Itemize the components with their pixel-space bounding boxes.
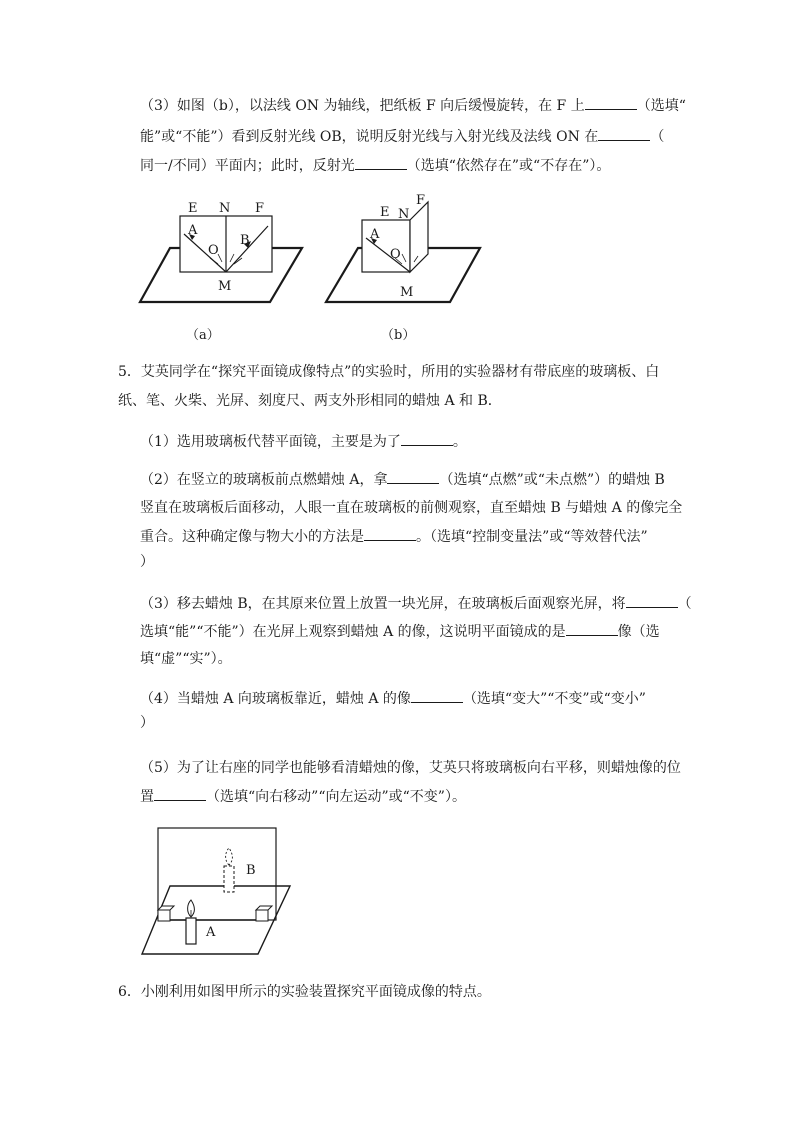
q5-sub3-line-3 (140, 649, 232, 669)
q5-sub2-line-4 (140, 552, 154, 572)
q3-text: （选填“依然存在”或“不存在”）。 (406, 158, 611, 174)
q5-text: （3）移去蜡烛 B，在其原来位置上放置一块光屏，在玻璃板后面观察光屏，将 (140, 596, 626, 612)
q5-sub2-line-2 (140, 498, 682, 518)
q5-text: （1）选用玻璃板代替平面镜，主要是为了 (140, 434, 401, 450)
label-f: F (416, 193, 426, 208)
q5-text: （选填“点燃”或“未点燃”）的蜡烛 B (439, 472, 665, 488)
answer-blank[interactable] (411, 688, 463, 703)
label-m: M (218, 279, 232, 294)
label-candle-b: B (246, 863, 256, 878)
q3-line-1 (140, 95, 686, 116)
q5-line-1 (118, 362, 659, 382)
answer-blank[interactable] (387, 469, 439, 484)
figure-b-reflection-board (322, 192, 482, 312)
q5-sub5-line-1 (140, 758, 681, 778)
q5-sub2-line-3 (140, 526, 648, 547)
answer-blank[interactable] (585, 95, 637, 110)
q5-text: （5）为了让右座的同学也能够看清蜡烛的像，艾英只将玻璃板向右平移，则蜡烛像的位 (140, 760, 681, 776)
label-o: O (390, 247, 401, 262)
q5-text: ） (140, 715, 154, 731)
label-b: B (240, 233, 250, 248)
answer-blank[interactable] (401, 431, 453, 446)
answer-blank[interactable] (566, 621, 618, 636)
q3-text: （选填“ (636, 98, 686, 114)
q5-text: 纸、笔、火柴、光屏、刻度尺、两支外形相同的蜡烛 A 和 B． (118, 393, 502, 409)
q5-text: （选填“向右移动”“向左运动”或“不变”）。 (206, 789, 466, 805)
q5-text: （选填“变大”“不变”或“变小” (462, 691, 646, 707)
answer-blank[interactable] (355, 155, 407, 170)
label-e: E (188, 201, 198, 216)
label-n: N (219, 201, 231, 216)
q5-sub5-line-2 (140, 786, 466, 807)
figure-b-caption: （b） (381, 328, 416, 343)
q6-line-1 (118, 982, 491, 1002)
q5-sub3-line-2 (140, 621, 660, 642)
q5-text: ） (140, 554, 154, 570)
q5-text: 选填“能”“不能”）在光屏上观察到蜡烛 A 的像，这说明平面镜成的是 (140, 624, 566, 640)
q5-text: 填“虚”“实”）。 (140, 651, 232, 667)
q5-sub4-line-1 (140, 688, 646, 709)
q5-sub2-line-1 (140, 469, 665, 490)
q5-sub3-line-1 (140, 593, 692, 614)
q5-text: 。（选填“控制变量法”或“等效替代法” (416, 529, 648, 545)
q5-text: 像（选 (617, 624, 660, 640)
q5-sub4-line-2 (140, 713, 154, 733)
label-a: A (370, 227, 380, 242)
q3-text: （ (650, 129, 665, 145)
q5-text: 。 (452, 434, 467, 450)
label-a: A (188, 223, 198, 238)
figure-a-reflection-board (138, 196, 308, 311)
q5-text: 竖直在玻璃板后面移动，人眼一直在玻璃板的前侧观察，直至蜡烛 B 与蜡烛 A 的像完全 (140, 500, 683, 516)
q6-text: 6．小刚利用如图甲所示的实验装置探究平面镜成像的特点。 (118, 984, 491, 1000)
q3-line-2 (140, 126, 664, 147)
q3-line-3 (140, 155, 610, 176)
q3-text: 能”或“不能”）看到反射光线 OB，说明反射光线与入射光线及法线 ON 在 (140, 129, 599, 145)
q5-text: （ (677, 596, 692, 612)
q5-text: （4）当蜡烛 A 向玻璃板靠近，蜡烛 A 的像 (140, 691, 411, 707)
q5-sub1-line-1 (140, 431, 467, 452)
label-n: N (398, 207, 410, 222)
q5-text: 重合。这种确定像与物大小的方法是 (140, 529, 364, 545)
label-f: F (255, 201, 265, 216)
q5-text: （2）在竖立的玻璃板前点燃蜡烛 A，拿 (140, 472, 388, 488)
answer-blank[interactable] (626, 593, 678, 608)
q3-text: （3）如图（b），以法线 ON 为轴线，把纸板 F 向后缓慢旋转，在 F 上 (140, 98, 585, 114)
q5-text: 5．艾英同学在“探究平面镜成像特点”的实验时，所用的实验器材有带底座的玻璃板、白 (118, 364, 660, 380)
label-o: O (208, 243, 219, 258)
figure-candle-mirror (138, 824, 298, 960)
figure-a-caption: （a） (186, 328, 220, 343)
answer-blank[interactable] (154, 786, 206, 801)
q5-line-2 (118, 391, 502, 411)
q5-text: 置 (140, 789, 154, 805)
label-candle-a: A (206, 925, 216, 940)
q3-text: 同一/不同）平面内；此时，反射光 (140, 158, 355, 174)
answer-blank[interactable] (598, 126, 650, 141)
label-e: E (380, 205, 390, 220)
label-m: M (400, 285, 414, 300)
answer-blank[interactable] (364, 526, 416, 541)
